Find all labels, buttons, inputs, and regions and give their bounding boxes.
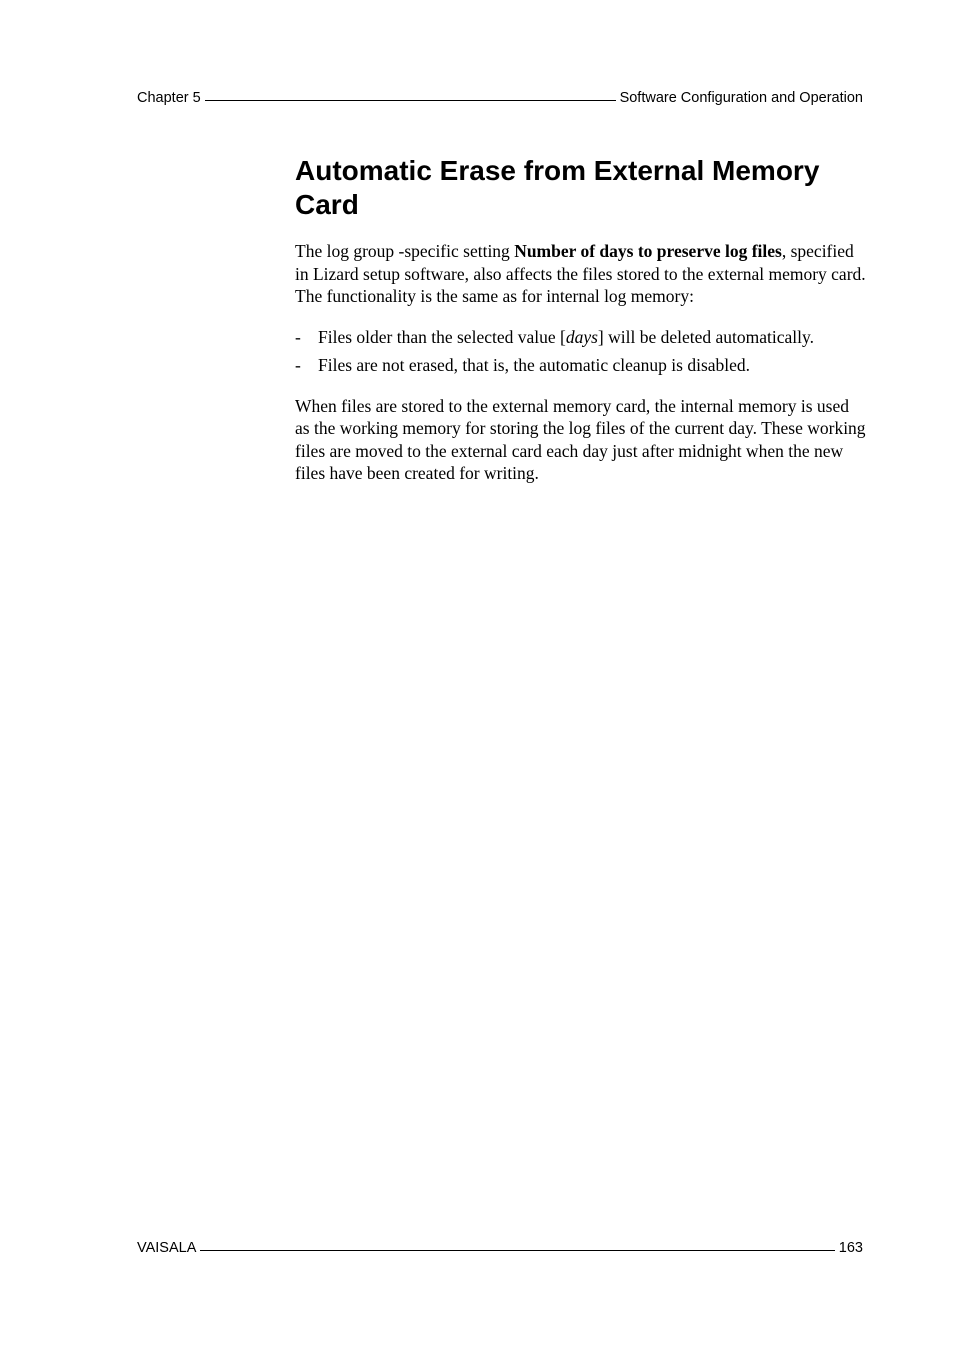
page-header: [137, 90, 863, 106]
list-item-text-2: ] will be deleted automatically.: [597, 326, 814, 347]
list-item-text: Files are not erased, that is, the automatic cleanup is disabled.: [318, 355, 751, 375]
setting-name: Number of days to preserve log files: [514, 241, 782, 261]
header-chapter: Chapter 5: [137, 90, 201, 106]
body-content: [295, 240, 867, 503]
working-memory-paragraph: When files are stored to the external memory card, the internal memory is used as the working memory for storing the log files of the current day. These working files are moved to the external card each day just after midnight when the new files have been created for writing.: [295, 395, 866, 483]
footer-rule: [200, 1250, 834, 1251]
page-title: Automatic Erase from External Memory Card: [295, 155, 820, 220]
intro-text-1: The log group -specific setting: [295, 241, 515, 261]
option-list: [295, 326, 867, 377]
header-rule: [205, 100, 616, 101]
list-item: [295, 354, 867, 377]
intro-text-2: , specified in Lizard setup software, also affects the files stored to the external memory card. The functionality is the same as for internal log memory:: [295, 241, 866, 306]
footer-company: VAISALA: [137, 1240, 197, 1256]
list-item: [295, 326, 867, 349]
days-term: days: [565, 326, 598, 347]
list-dash: -: [295, 326, 301, 347]
intro-paragraph: [295, 240, 867, 308]
header-section: Software Configuration and Operation: [619, 90, 863, 106]
list-item-text-1: Files older than the selected value [: [318, 326, 566, 347]
page-number: 163: [838, 1240, 863, 1256]
page-footer: [137, 1240, 863, 1256]
list-dash: -: [295, 355, 301, 375]
